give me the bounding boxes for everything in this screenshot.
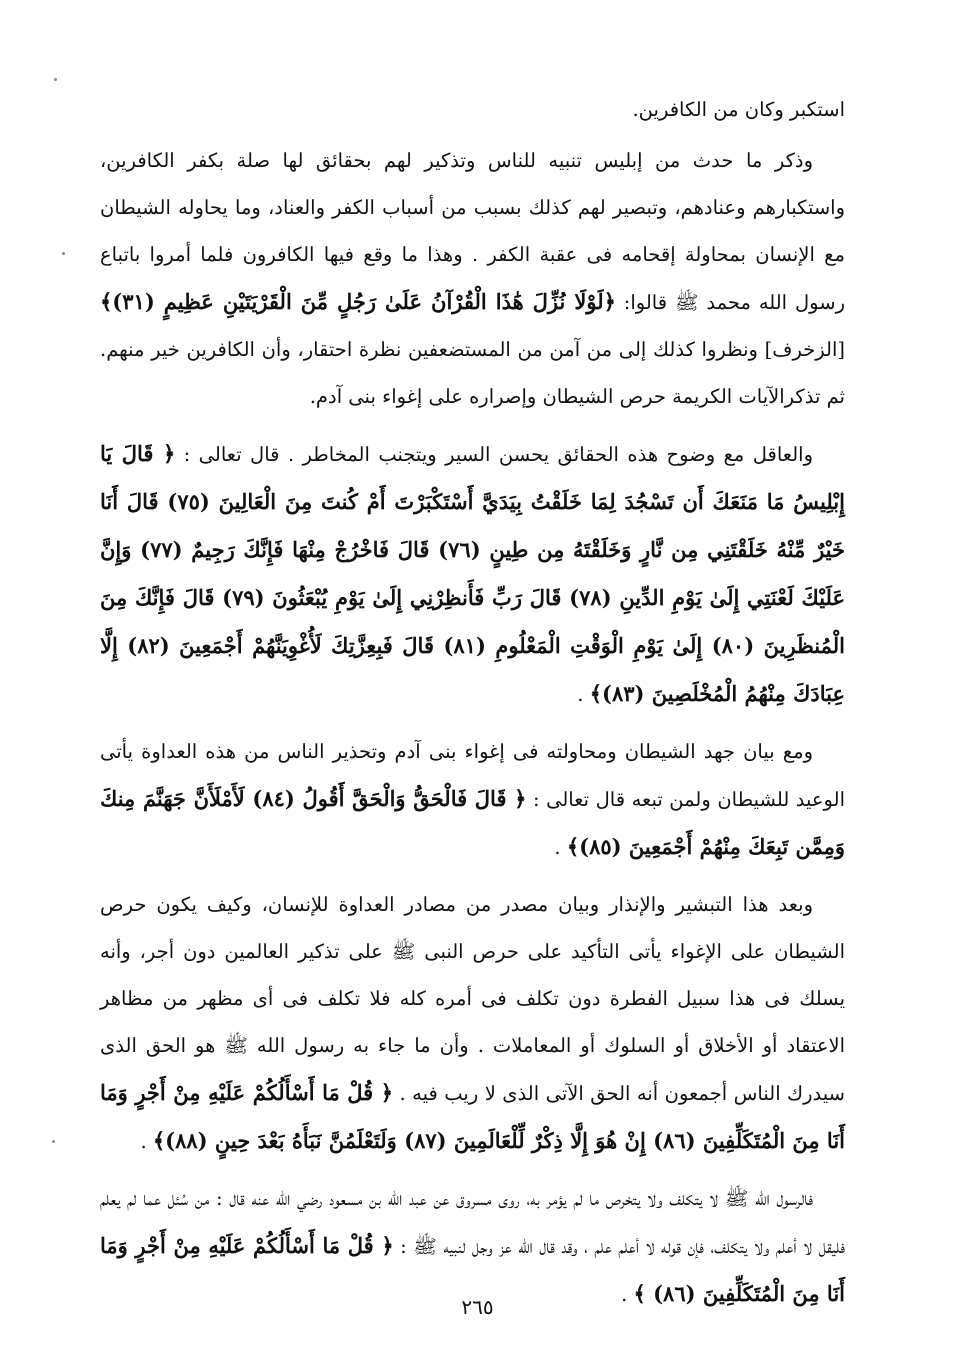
quran-verse: ﴿ قَالَ يَا إِبْلِيسُ مَا مَنَعَكَ أَن تَسْجُدَ لِمَا خَلَقْتُ بِيَدَيَّ أَسْتَكْبَرْتَ أَمْ كُنتَ مِنَ الْعَالِينَ (٧٥) قَالَ أَنَا خَيْرٌ مِّنْهُ خَلَقْتَنِي مِن نَّارٍ وَخَلَقْتَهُ مِن طِينٍ (٧٦) قَالَ فَاخْرُجْ مِنْهَا فَإِنَّكَ رَجِيمٌ (٧٧) وَإِنَّ عَلَيْكَ لَعْنَتِي إِلَىٰ يَوْمِ الدِّينِ (٧٨) قَالَ رَبِّ فَأَنظِرْنِي إِلَىٰ يَوْمِ يُبْعَثُونَ (٧٩) قَالَ فَإِنَّكَ مِنَ الْمُنظَرِينَ (٨٠) إِلَىٰ يَوْمِ الْوَقْتِ الْمَعْلُومِ (٨١) قَالَ فَبِعِزَّتِكَ لَأُغْوِيَنَّهُمْ أَجْمَعِينَ (٨٢) إِلَّا عِبَادَكَ مِنْهُمُ الْمُخْلَصِينَ (٨٣)﴾	[100, 441, 846, 706]
paragraph	[100, 881, 845, 1165]
paragraph	[100, 86, 845, 133]
text-run: .	[140, 1130, 153, 1153]
quran-verse: ﴿لَوْلَا نُزِّلَ هَٰذَا الْقُرْآنُ عَلَىٰ رَجُلٍ مِّنَ الْقَرْيَتَيْنِ عَظِيمٍ (٣١)﴾	[100, 289, 616, 314]
text-run: استكبر وكان من الكافرين.	[632, 98, 845, 121]
paragraph	[100, 728, 845, 871]
paragraph	[100, 430, 845, 718]
text-run: [الزخرف] ونظروا كذلك إلى من آمن من المستضعفين نظرة احتقار، وأن الكافرين خير منهم. ثم تذكرالآيات الكريمة حرص الشيطان وإصراره على إغواء بنى آدم.	[100, 338, 845, 408]
scan-speck	[52, 1140, 55, 1143]
text-run: والعاقل مع وضوح هذه الحقائق يحسن السير ويتجنب المخاطر . قال تعالى :	[175, 443, 813, 466]
text-run: فالرسول الله ﷺ لا يتكلف ولا يتخرص ما لم يؤمر به، روى مسروق عن عبد الله بن مسعود رضي الله عنه قال : من سُئل عما لم يعلم فليقل لا أعلم ولا يتكلف، فإن قوله لا أعلم علم ، وقد قال الله عز وجل لنبيه ﷺ :	[100, 1187, 846, 1258]
quran-verse: ﴿ قُلْ مَا أَسْأَلُكُمْ عَلَيْهِ مِنْ أَجْرٍ وَمَا أَنَا مِنَ الْمُتَكَلِّفِينَ (٨٦) ﴾	[100, 1233, 845, 1306]
text-run: وبعد هذا التبشير والإنذار وبيان مصدر من مصادر العداوة للإنسان، وكيف يكون حرص الشيطان على الإغواء يأتى التأكيد على حرص النبى ﷺ على تذكير العالمين دون أجر، وأنه يسلك فى هذا سبيل الفطرة دون تكلف فى أمره كله فلا تكلف فى أى مظهر من مظاهر الاعتقاد أو الأخلاق أو السلوك أو المعاملات . وأن ما جاء به رسول الله ﷺ هو الحق الذى سيدرك الناس أجمعون أنه الحق الآتى الذى لا ريب فيه .	[100, 893, 846, 1105]
scan-speck	[54, 78, 57, 81]
scan-speck	[62, 252, 65, 255]
paragraph	[100, 137, 845, 420]
text-run: ومع بيان جهد الشيطان ومحاولته فى إغواء بنى آدم وتحذير الناس من هذه العداوة يأتى الوعيد للشيطان ولمن تبعه قال تعالى :	[100, 740, 845, 811]
quran-verse: ﴿ قُلْ مَا أَسْأَلُكُمْ عَلَيْهِ مِنْ أَجْرٍ وَمَا أَنَا مِنَ الْمُتَكَلِّفِينَ (٨٦) إِنْ هُوَ إِلَّا ذِكْرٌ لِّلْعَالَمِينَ (٨٧) وَلَتَعْلَمُنَّ نَبَأَهُ بَعْدَ حِينٍ (٨٨)﴾	[100, 1080, 845, 1153]
text-run: .	[621, 1283, 634, 1306]
text-run: .	[554, 836, 567, 859]
quran-verse: ﴿ قَالَ فَالْحَقُّ وَالْحَقَّ أَقُولُ (٨٤) لَأَمْلَأَنَّ جَهَنَّمَ مِنكَ وَمِمَّن تَبِعَكَ مِنْهُمْ أَجْمَعِينَ (٨٥)﴾	[100, 786, 845, 859]
page-number: ٢٦٥	[461, 1295, 494, 1319]
text-run: وذكر ما حدث من إبليس تنبيه للناس وتذكير لهم بحقائق لها صلة بكفر الكافرين، واستكبارهم وعنادهم، وتبصير لهم كذلك بسبب من أسباب الكفر والعناد، وما يحاوله الشيطان مع الإنسان بمحاولة إقحامه فى عقبة الكفر . وهذا ما وقع فيها الكافرون فلما أمروا باتباع رسول الله محمد ﷺ قالوا:	[100, 149, 845, 314]
text-run: .	[577, 683, 590, 706]
body-text	[100, 86, 845, 1328]
